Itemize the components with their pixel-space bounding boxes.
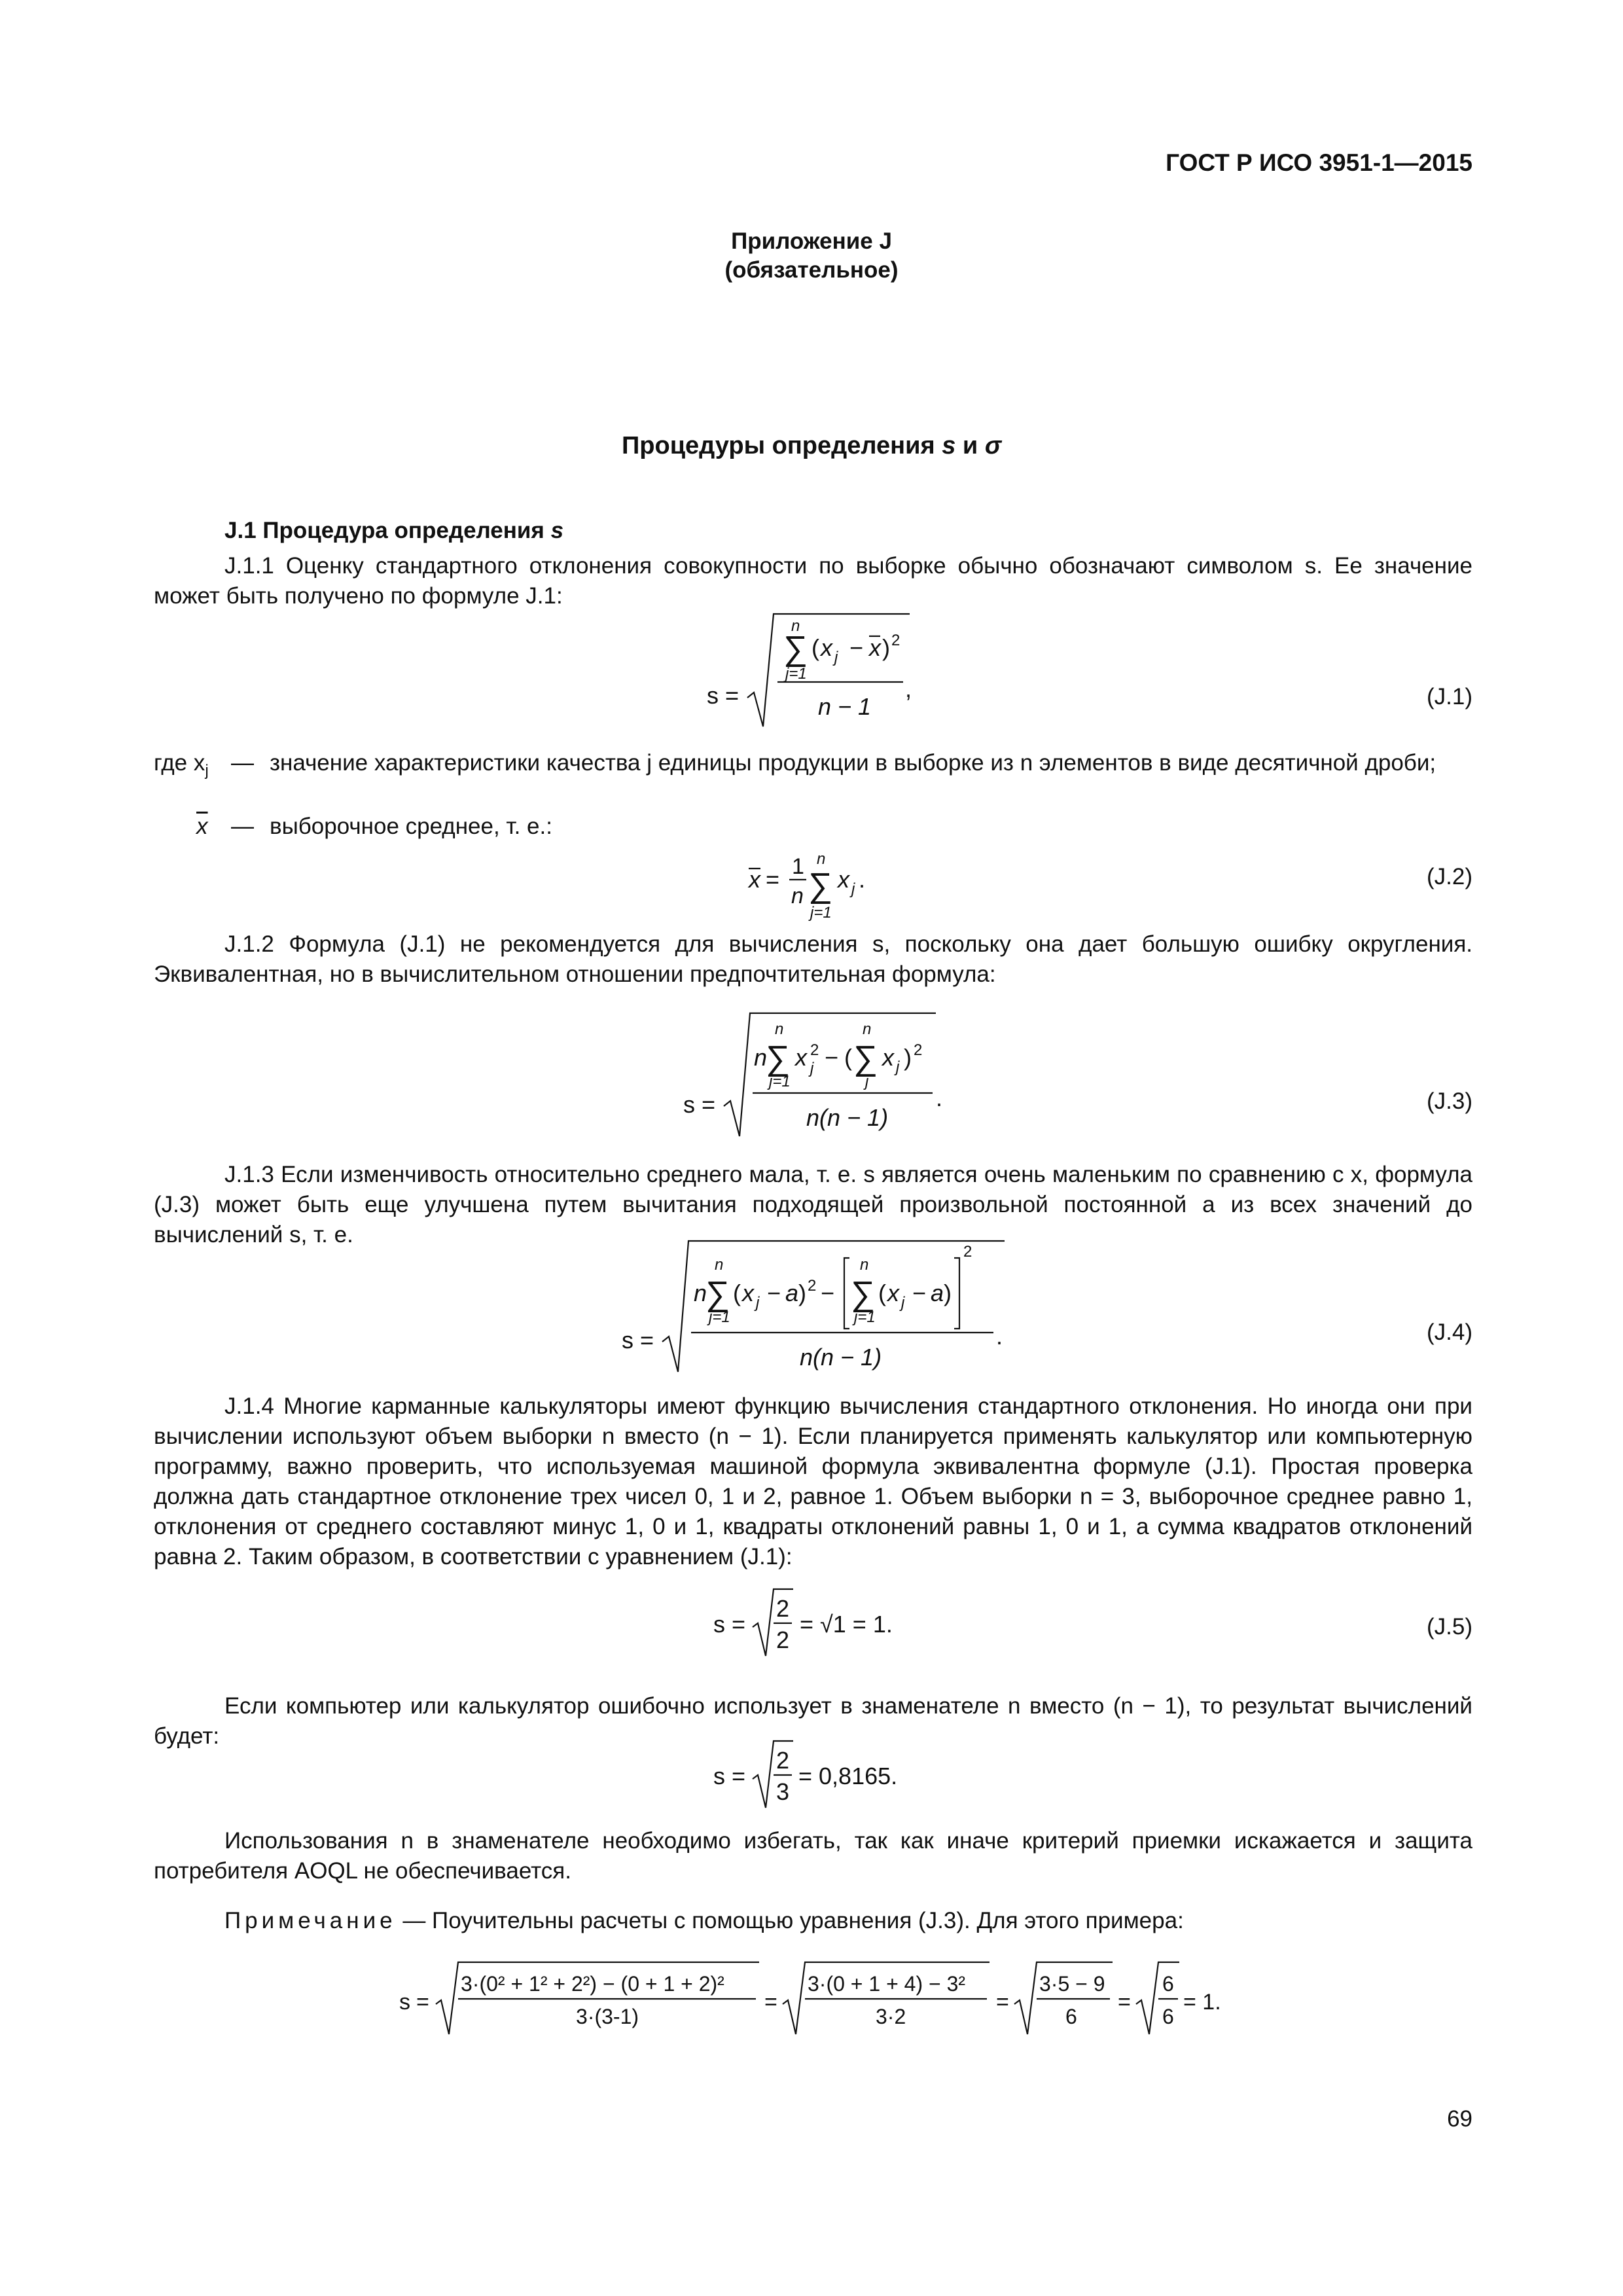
svg-text:n: n (791, 884, 804, 908)
f1-s: s (707, 682, 719, 709)
svg-text:n: n (775, 1020, 784, 1038)
paragraph-avoid: Использования n в знаменателе необходимо избегать, так как иначе критерий приемки искажается и защита потребителя AOQL не обеспечивается. (154, 1828, 1472, 1884)
where-xj-text: значение характеристики качества j единицы продукции в выборке из n элементов в виде десятичной дроби; (270, 750, 1436, 776)
svg-text:=: = (732, 1763, 746, 1789)
svg-text:j: j (901, 1294, 905, 1312)
svg-text:=: = (702, 1091, 716, 1118)
formula-j2 (733, 838, 903, 936)
section-s: s (550, 518, 564, 543)
svg-text:2: 2 (776, 1626, 790, 1653)
eq-number-j4: (J.4) (1427, 1319, 1472, 1345)
svg-text:=: = (416, 1990, 429, 2015)
svg-text:2: 2 (914, 1041, 923, 1059)
formula-note (393, 1950, 1243, 2049)
svg-text:−: − (767, 1280, 781, 1306)
document-id: ГОСТ Р ИСО 3951-1—2015 (1166, 149, 1472, 176)
svg-text:a: a (931, 1280, 944, 1306)
formula-wrong-result (700, 1734, 923, 1820)
svg-text:n(n − 1): n(n − 1) (806, 1104, 889, 1131)
section-heading (224, 516, 563, 546)
svg-text:x: x (795, 1044, 807, 1071)
svg-text:x: x (869, 634, 881, 661)
svg-text:n − 1: n − 1 (818, 693, 872, 720)
paragraph-j14: J.1.4 Многие карманные калькуляторы имеют функцию вычисления стандартного отклонения. Но иногда они при вычислении используют объем выборки n вместо (n − 1). Если планируется применять калькулятор или компьютерную программу, важно проверить, что используемая машиной формула эквивалентна формуле (J.1). Простая проверка должна дать стандартное отклонение трех чисел 0, 1 и 2, равное 1. Объем выборки n = 3, выборочное среднее равно 1, отклонения от среднего составляют минус 1, 0 и 1, квадраты отклонений равны 1, 0 и 1, а сумма квадратов отклонений равна 2. Таким образом, в соответствии с уравнением (J.1): (154, 1393, 1472, 1570)
section-number: J.1 Процедура определения (224, 518, 551, 543)
where-xbar-dash: — (231, 814, 254, 839)
svg-text:n: n (715, 1256, 724, 1274)
svg-text:j=1: j=1 (810, 904, 832, 922)
svg-text:n: n (791, 617, 800, 635)
where-xbar-text: выборочное среднее, т. е.: (270, 814, 552, 839)
svg-text:s: s (622, 1327, 633, 1354)
svg-text:2: 2 (808, 1277, 817, 1295)
svg-text:j: j (756, 1294, 760, 1312)
appendix-title: Приложение J (731, 228, 892, 254)
title-prefix: Процедуры определения (621, 432, 942, 459)
svg-text:j=1: j=1 (854, 1308, 876, 1326)
svg-text:s: s (713, 1763, 725, 1789)
svg-text:= 1.: = 1. (1183, 1990, 1221, 2015)
where-xj-dash: — (231, 750, 254, 776)
svg-text:3: 3 (776, 1778, 790, 1805)
note-text: — Поучительны расчеты с помощью уравнения (J.3). Для этого примера: (396, 1908, 1184, 1933)
eq-number-j2: (J.2) (1427, 864, 1472, 889)
page-number: 69 (1447, 2106, 1472, 2132)
svg-text:2: 2 (963, 1243, 972, 1261)
svg-text:= 0,8165.: = 0,8165. (798, 1763, 898, 1789)
svg-text:=: = (766, 866, 780, 893)
svg-text:−: − (821, 1280, 835, 1306)
svg-text:): ) (944, 1280, 952, 1306)
title-sigma: σ (984, 432, 1002, 459)
svg-text:∑: ∑ (851, 1275, 876, 1313)
svg-text:2: 2 (891, 632, 901, 649)
eq-number-j3: (J.3) (1427, 1088, 1472, 1114)
note (224, 1906, 1184, 1936)
formula-j5 (700, 1583, 923, 1668)
svg-text:=: = (1118, 1990, 1131, 2015)
svg-text:−: − (912, 1280, 927, 1306)
eq-number-j5: (J.5) (1427, 1614, 1472, 1640)
svg-text:): ) (882, 634, 890, 661)
svg-text:6: 6 (1065, 2005, 1077, 2028)
svg-text:2: 2 (776, 1747, 790, 1774)
title-mid: и (955, 432, 985, 459)
svg-text:j: j (851, 880, 855, 898)
svg-text:x: x (838, 866, 849, 893)
title-s: s (942, 432, 956, 459)
svg-text:.: . (936, 1085, 943, 1111)
svg-text:.: . (996, 1323, 1003, 1350)
svg-text:n: n (694, 1280, 707, 1306)
svg-text:x: x (821, 634, 832, 661)
svg-text:=: = (732, 1611, 746, 1638)
formula-j4 (596, 1232, 1041, 1382)
svg-text:,: , (905, 675, 912, 702)
svg-text:n: n (860, 1256, 869, 1274)
svg-text:x: x (742, 1280, 754, 1306)
svg-text:3·5 − 9: 3·5 − 9 (1039, 1972, 1105, 1996)
svg-text:6: 6 (1162, 2005, 1174, 2028)
svg-text:.: . (859, 866, 866, 893)
where-xj-label: где $x_j$ (154, 750, 209, 780)
svg-text:=: = (640, 1327, 654, 1354)
svg-text:(: ( (812, 634, 819, 661)
svg-text:(: ( (844, 1044, 852, 1071)
svg-text:3·(3-1): 3·(3-1) (576, 2005, 639, 2028)
svg-text:=: = (996, 1990, 1009, 2015)
svg-text:3·2: 3·2 (876, 2005, 906, 2028)
svg-text:1: 1 (792, 854, 804, 879)
svg-text:−: − (849, 634, 864, 661)
svg-text:6: 6 (1162, 1972, 1174, 1996)
svg-text:= √1 = 1.: = √1 = 1. (800, 1611, 893, 1638)
svg-text:∑: ∑ (783, 630, 808, 668)
svg-text:j=1: j=1 (785, 665, 807, 683)
svg-text:∑: ∑ (766, 1039, 791, 1077)
svg-text:s: s (399, 1990, 410, 2015)
appendix-status: (обязательное) (724, 257, 899, 283)
svg-text:s: s (683, 1091, 695, 1118)
svg-text:n: n (817, 850, 826, 868)
svg-text:n: n (863, 1020, 872, 1038)
svg-text:∑: ∑ (853, 1039, 878, 1077)
svg-text:n: n (754, 1044, 768, 1071)
svg-text:3·(0 + 1 + 4) − 3²: 3·(0 + 1 + 4) − 3² (808, 1972, 966, 1996)
where-xbar-label: $\overline{x}$ (196, 814, 208, 839)
svg-text:): ) (904, 1044, 912, 1071)
svg-text:j: j (896, 1058, 900, 1076)
svg-text:2: 2 (776, 1595, 790, 1622)
svg-text:∑: ∑ (808, 867, 833, 905)
svg-text:n(n − 1): n(n − 1) (800, 1344, 882, 1371)
svg-text:j=1: j=1 (769, 1073, 791, 1090)
svg-text:(: ( (733, 1280, 741, 1306)
svg-text:a: a (785, 1280, 799, 1306)
svg-text:s: s (713, 1611, 725, 1638)
svg-text:): ) (798, 1280, 806, 1306)
formula-j1 (681, 602, 942, 733)
svg-text:j=1: j=1 (709, 1308, 730, 1326)
f1-eq: = (725, 682, 740, 709)
svg-text:2: 2 (810, 1041, 819, 1059)
svg-text:x: x (882, 1044, 894, 1071)
page-title (458, 432, 1165, 460)
svg-text:j: j (834, 649, 838, 666)
paragraph-calculator: Если компьютер или калькулятор ошибочно использует в знаменателе n вместо (n − 1), то результат вычислений будет: (154, 1693, 1472, 1749)
formula-j3 (654, 1000, 982, 1144)
svg-text:(: ( (878, 1280, 886, 1306)
note-label: Примечание (224, 1908, 397, 1933)
svg-text:3·(0² + 1² + 2²) − (0 + 1 + 2): 3·(0² + 1² + 2²) − (0 + 1 + 2)² (461, 1972, 724, 1996)
svg-text:=: = (764, 1990, 777, 2015)
svg-text:j: j (865, 1073, 869, 1090)
svg-text:∑: ∑ (705, 1275, 730, 1313)
paragraph-j13: J.1.3 Если изменчивость относительно среднего мала, т. е. s является очень маленьким по сравнению с x, формула (J.3) может быть еще улучшена путем вычитания подходящей произвольной постоянной a из всех значений до вычислений s, т. е. (154, 1162, 1472, 1247)
svg-text:x: x (887, 1280, 899, 1306)
svg-text:−: − (825, 1044, 839, 1071)
svg-text:j: j (810, 1060, 814, 1077)
paragraph-j11: J.1.1 Оценку стандартного отклонения совокупности по выборке обычно обозначают символом s. Ее значение может быть получено по формуле J.1: (154, 553, 1472, 609)
paragraph-j12: J.1.2 Формула (J.1) не рекомендуется для вычисления s, поскольку она дает большую ошибку округления. Эквивалентная, но в вычислительном отношении предпочтительная формула: (154, 931, 1472, 987)
svg-text:x: x (749, 866, 760, 893)
eq-number-j1: (J.1) (1427, 684, 1472, 709)
